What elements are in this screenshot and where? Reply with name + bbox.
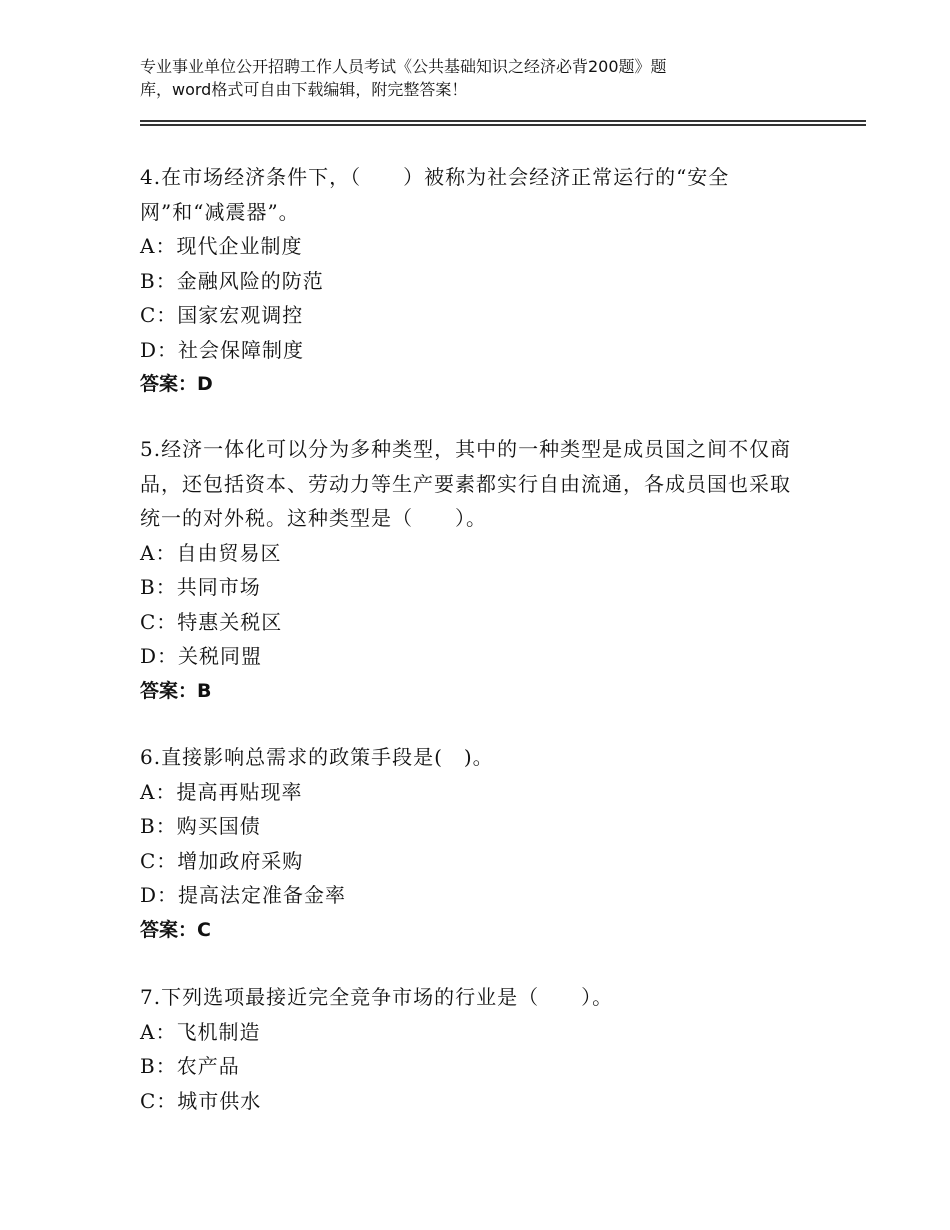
option-a: A：自由贸易区 [140,540,282,565]
option-b: B：共同市场 [140,575,261,599]
question-stem: 5.经济一体化可以分为多种类型，其中的一种类型是成员国之间不仅商品，还包括资本、劳动力等生产要素都实行自由流通，各成员国也采取统一的对外税。这种类型是（ ）。 [140,437,792,530]
divider-line [140,120,866,122]
option-a: A：提高再贴现率 [140,779,303,804]
divider-line [140,124,866,126]
document-header [140,55,770,101]
option-d: D：关税同盟 [140,644,263,668]
answer-label: 答案：C [140,918,211,941]
option-a: A：飞机制造 [140,1019,261,1044]
question-5 [140,432,810,708]
question-stem: 4.在市场经济条件下，（ ）被称为社会经济正常运行的“安全网”和“减震器”。 [140,165,730,224]
option-c: C：城市供水 [140,1088,262,1113]
answer-label: 答案：D [140,373,213,395]
option-c: C：特惠关税区 [140,609,283,634]
question-stem: 6.直接影响总需求的政策手段是( )。 [140,745,494,769]
option-a: A：现代企业制度 [140,234,303,258]
answer-label: 答案：B [140,679,212,702]
option-b: B：农产品 [140,1054,240,1078]
header-title-line-2: 库，word格式可自由下载编辑，附完整答案！ [140,80,468,99]
question-4 [140,160,810,402]
header-title-line-1: 专业事业单位公开招聘工作人员考试《公共基础知识之经济必背200题》题 [140,57,667,76]
header-divider [140,120,866,128]
question-7 [140,980,810,1118]
option-c: C：增加政府采购 [140,848,304,873]
option-b: B：金融风险的防范 [140,268,324,293]
question-6 [140,740,810,947]
option-d: D：社会保障制度 [140,337,305,362]
option-b: B：购买国债 [140,814,261,838]
option-d: D：提高法定准备金率 [140,883,347,907]
question-stem: 7.下列选项最接近完全竞争市场的行业是（ ）。 [140,985,614,1009]
option-c: C：国家宏观调控 [140,303,304,327]
